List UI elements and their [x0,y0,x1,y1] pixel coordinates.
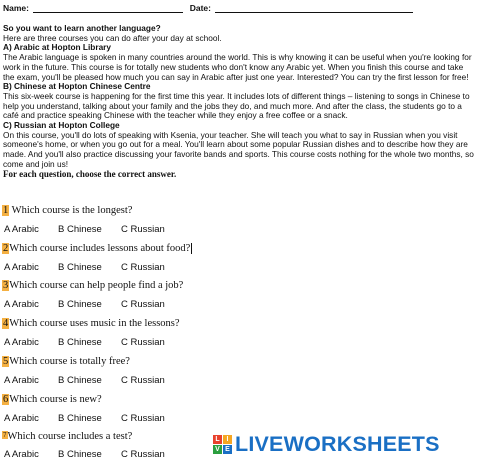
question-number: 1 [3,205,9,216]
logo-letter-v: V [213,445,222,454]
option-russian[interactable]: C Russian [121,262,165,273]
option-arabic[interactable]: A Arabic [4,375,39,386]
option-arabic[interactable]: A Arabic [4,449,39,460]
question-3 [2,280,183,291]
answer-options-5 [4,375,181,388]
liveworksheets-logo [213,432,440,456]
question-text: Which course can help people find a job? [9,280,184,291]
reading-passage [3,24,477,179]
question-2 [2,243,192,254]
name-line [33,4,183,13]
question-text: Which course is totally free? [9,356,130,367]
option-arabic[interactable]: A Arabic [4,299,39,310]
date-line [215,4,413,13]
option-arabic[interactable]: A Arabic [4,224,39,235]
option-arabic[interactable]: A Arabic [4,262,39,273]
question-number: 3 [3,280,9,291]
option-chinese[interactable]: B Chinese [58,299,102,310]
answer-options-3 [4,299,181,312]
question-number: 6 [3,394,9,405]
date-label: Date: [189,3,211,13]
option-arabic[interactable]: A Arabic [4,413,39,424]
question-text: Which course is the longest? [9,205,133,216]
option-chinese[interactable]: B Chinese [58,224,102,235]
option-russian[interactable]: C Russian [121,413,165,424]
option-russian[interactable]: C Russian [121,224,165,235]
text-cursor [191,243,192,254]
answer-options-4 [4,337,181,350]
question-1 [2,205,132,216]
question-4 [2,318,180,329]
question-number: 4 [3,318,9,329]
question-text: Which course is new? [9,394,102,405]
intro-subheading: Here are three courses you can do after your day at school. [3,32,222,43]
section-text-russian: On this course, you'll do lots of speaking with Ksenia, your teacher. She will teach you what to say in Russian when you visit someone's home, or when you go out for a meal. You'll learn about some popular Russian dishes and to describe how they are made. And you'll also practice discussing your favorite bands and sports. This course costs nothing for the whole two months, so come and join us! [3,129,474,169]
section-text-arabic: The Arabic language is spoken in many countries around the world. This is why knowing it can be useful when you're looking for work in the future. This course is for totally new students who don't know any Arabic yet. When you finish this course and take the exam, you'll be pleased how much you can say in Arabic after just one year. Interested? You can try the first lesson for free! [3,52,472,82]
logo-icon [213,435,232,454]
option-russian[interactable]: C Russian [121,299,165,310]
section-text-chinese: This six-week course is happening for the first time this year. It includes lots of different things – listening to songs in Chinese to help you understand, talking about your family and the jobs they do, and much more. And after the class, the students go to a café and practice speaking Chinese with the teacher while they enjoy a free coffee or a snack. [3,90,470,121]
logo-letter-l: L [213,435,222,444]
logo-letter-i: I [223,435,232,444]
option-chinese[interactable]: B Chinese [58,413,102,424]
logo-wordmark: LIVEWORKSHEETS [235,431,440,456]
header [3,3,413,13]
question-number: 5 [3,356,9,367]
logo-letter-e: E [223,445,232,454]
instruction: For each question, choose the correct answer. [3,168,177,179]
question-text: Which course includes lessons about food? [9,243,191,254]
option-chinese[interactable]: B Chinese [58,337,102,348]
option-russian[interactable]: C Russian [121,337,165,348]
question-number: 7 [3,431,7,439]
option-russian[interactable]: C Russian [121,449,165,460]
name-label: Name: [3,3,29,13]
question-7 [2,431,132,442]
option-russian[interactable]: C Russian [121,375,165,386]
section-title-arabic: A) Arabic at Hopton Library [3,42,112,53]
question-5 [2,356,130,367]
answer-options-6 [4,413,181,426]
option-arabic[interactable]: A Arabic [4,337,39,348]
option-chinese[interactable]: B Chinese [58,375,102,386]
question-number: 2 [3,243,9,254]
option-chinese[interactable]: B Chinese [58,449,102,460]
section-title-russian: C) Russian at Hopton College [3,120,120,131]
answer-options-2 [4,262,181,275]
answer-options-1 [4,224,181,237]
section-title-chinese: B) Chinese at Hopton Chinese Centre [3,81,151,92]
question-text: Which course uses music in the lessons? [9,318,180,329]
intro-heading: So you want to learn another language? [3,23,161,33]
question-6 [2,394,102,405]
option-chinese[interactable]: B Chinese [58,262,102,273]
question-text: Which course includes a test? [7,431,133,442]
answer-options-7 [4,449,181,462]
